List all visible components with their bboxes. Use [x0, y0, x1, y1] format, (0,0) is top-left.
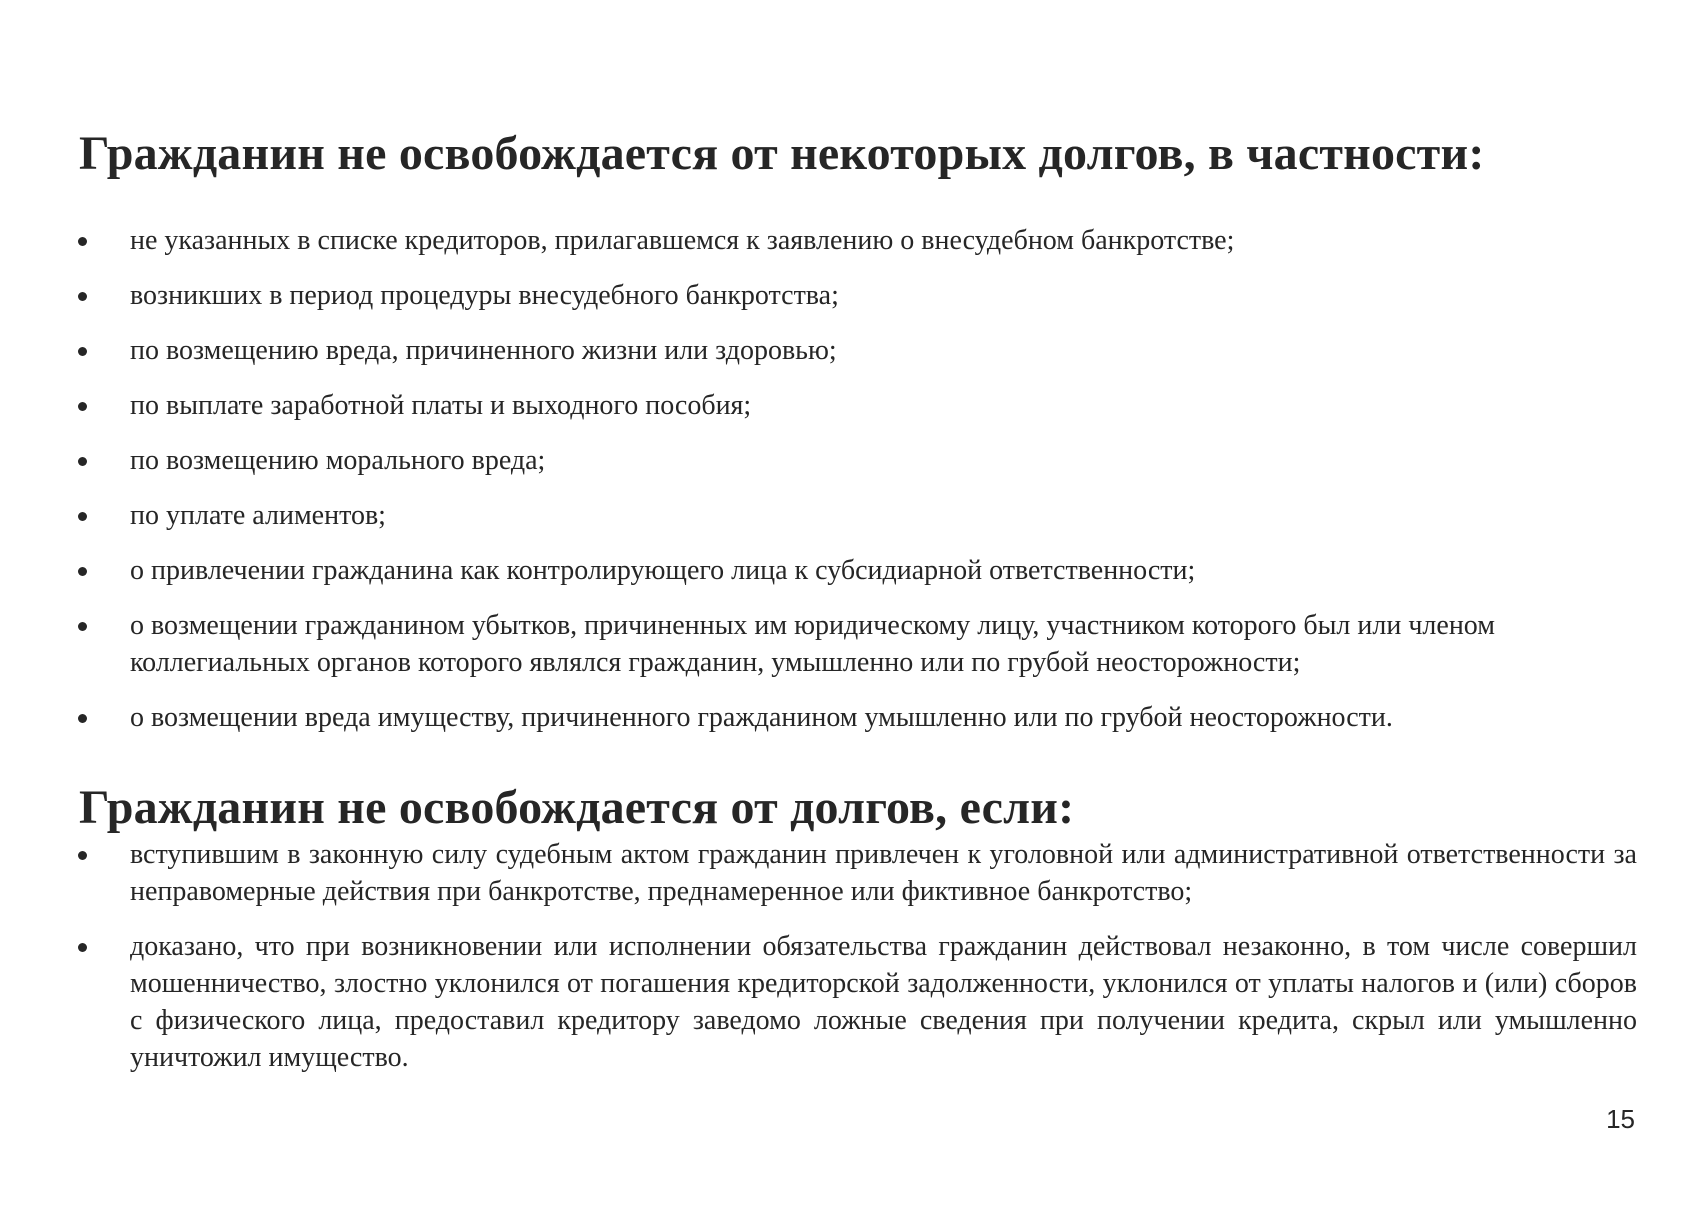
list-item-text: вступившим в законную силу судебным актом гражданин привлечен к уголовной или административной ответственности за неправомерные действия при банкротстве, преднамеренное или фиктивное банкротство;: [130, 839, 1637, 907]
bullet-dot-icon: [78, 567, 87, 576]
list-item: [0, 836, 1701, 910]
list-item: [0, 442, 1701, 479]
list-item-text: доказано, что при возникновении или исполнении обязательства гражданин действовал незаконно, в том числе совершил мошенничество, злостно уклонился от погашения кредиторской задолженности, уклонился от уплаты налогов и (или) сборов с физического лица, предоставил кредитору заведомо ложные сведения при получении кредита, скрыл или умышленно уничтожил имущество.: [130, 931, 1637, 1073]
page-number: 15: [1606, 1104, 1635, 1134]
list-item: [0, 332, 1701, 369]
bullet-dot-icon: [78, 622, 87, 631]
bullet-dot-icon: [78, 292, 87, 301]
list-item-text: о возмещении вреда имуществу, причиненного гражданином умышленно или по грубой неосторожности.: [130, 702, 1393, 733]
bullet-dot-icon: [78, 512, 87, 521]
list-item: [0, 222, 1701, 259]
list-item-text: по выплате заработной платы и выходного пособия;: [130, 390, 752, 421]
bullet-dot-icon: [78, 457, 87, 466]
list-item: [0, 699, 1701, 736]
bullet-dot-icon: [78, 943, 87, 952]
bullet-dot-icon: [78, 237, 87, 246]
section-heading-exceptions: Гражданин не освобождается от некоторых долгов, в частности:: [79, 127, 1485, 180]
list-item: [0, 497, 1701, 534]
list-item-text: о возмещении гражданином убытков, причиненных им юридическому лицу, участником которого был или членом коллегиальных органов которого являлся гражданин, умышленно или по грубой неосторожности;: [130, 610, 1495, 678]
list-item-text: о привлечении гражданина как контролирующего лица к субсидиарной ответственности;: [130, 555, 1196, 586]
bullet-dot-icon: [78, 402, 87, 411]
list-item-text: по возмещению морального вреда;: [130, 445, 546, 476]
debt-exceptions-list: [0, 222, 1701, 754]
list-item-text: по уплате алиментов;: [130, 500, 386, 531]
list-item: [0, 387, 1701, 424]
debt-conditions-list: [0, 836, 1701, 1094]
list-item-text: по возмещению вреда, причиненного жизни или здоровью;: [130, 335, 837, 366]
list-item-text: не указанных в списке кредиторов, прилагавшемся к заявлению о внесудебном банкротстве;: [130, 225, 1235, 256]
bullet-dot-icon: [78, 347, 87, 356]
list-item: [0, 607, 1701, 681]
list-item: [0, 552, 1701, 589]
section-heading-conditions: Гражданин не освобождается от долгов, если:: [79, 781, 1075, 834]
list-item-text: возникших в период процедуры внесудебного банкротства;: [130, 280, 839, 311]
list-item: [0, 277, 1701, 314]
bullet-dot-icon: [78, 714, 87, 723]
list-item: [0, 928, 1701, 1076]
bullet-dot-icon: [78, 851, 87, 860]
